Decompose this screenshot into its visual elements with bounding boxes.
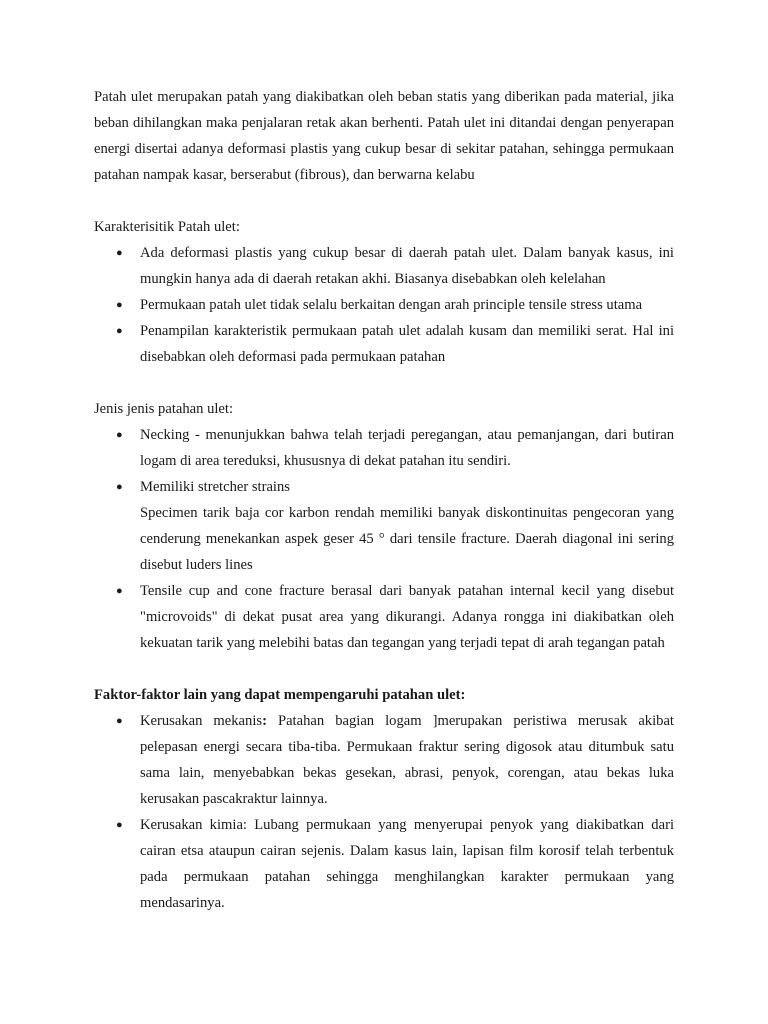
bullet-icon: ● xyxy=(116,325,123,337)
document-body xyxy=(94,84,674,916)
bullet-list-jenis xyxy=(94,422,674,656)
section-heading-karakteristik: Karakterisitik Patah ulet: xyxy=(94,219,240,235)
list-item-text: Kerusakan kimia: Lubang permukaan yang menyerupai penyok yang diakibatkan dari cairan etsa ataupun cairan sejenis. Dalam kasus lain, lapisan film korosif telah terbentuk pada permukaan patahan sehingga menghilangkan karakter permukaan yang mendasarinya. xyxy=(140,817,674,911)
list-item xyxy=(94,292,674,318)
list-item-text: Permukaan patah ulet tidak selalu berkaitan dengan arah principle tensile stress utama xyxy=(140,297,643,313)
list-item xyxy=(94,422,674,474)
bullet-icon: ● xyxy=(116,247,123,259)
bullet-list-karakteristik xyxy=(94,240,674,370)
list-item-text: Necking - menunjukkan bahwa telah terjadi peregangan, atau pemanjangan, dari butiran logam di area tereduksi, khususnya di dekat patahan itu sendiri. xyxy=(140,427,674,469)
bullet-list-faktor xyxy=(94,708,674,916)
bullet-icon: ● xyxy=(116,819,123,831)
list-item-title: Memiliki stretcher strains xyxy=(140,479,290,495)
spacer xyxy=(94,188,674,214)
list-item-text: Specimen tarik baja cor karbon rendah memiliki banyak diskontinuitas pengecoran yang cenderung menekankan aspek geser 45 ° dari tensile fracture. Daerah diagonal ini sering disebut luders lines xyxy=(140,505,674,573)
spacer xyxy=(94,370,674,396)
section-heading-jenis: Jenis jenis patahan ulet: xyxy=(94,401,234,417)
bullet-icon: ● xyxy=(116,299,123,311)
list-item-label: Kerusakan mekanis xyxy=(140,713,263,729)
list-item xyxy=(94,812,674,916)
list-item-text: Patahan bagian logam ]merupakan peristiwa merusak akibat pelepasan energi secara tiba-tiba. Permukaan fraktur sering digosok atau ditumbuk satu sama lain, menyebabkan bekas gesekan, abrasi, penyok, corengan, atau bekas luka kerusakan pascakraktur lainnya. xyxy=(140,713,674,807)
list-item xyxy=(94,578,674,656)
bullet-icon: ● xyxy=(116,429,123,441)
intro-paragraph: Patah ulet merupakan patah yang diakibatkan oleh beban statis yang diberikan pada material, jika beban dihilangkan maka penjalaran retak akan berhenti. Patah ulet ini ditandai dengan penyerapan energi disertai adanya deformasi plastis yang cukup besar di sekitar patahan, sehingga permukaan patahan nampak kasar, berserabut (fibrous), dan berwarna kelabu xyxy=(94,89,674,183)
spacer xyxy=(94,656,674,682)
list-item xyxy=(94,474,674,578)
list-item-text: Ada deformasi plastis yang cukup besar di daerah patah ulet. Dalam banyak kasus, ini mungkin hanya ada di daerah retakan akhi. Biasanya disebabkan oleh kelelahan xyxy=(140,245,674,287)
bullet-icon: ● xyxy=(116,715,123,727)
list-item-text: Tensile cup and cone fracture berasal dari banyak patahan internal kecil yang disebut "microvoids" di dekat pusat area yang dikurangi. Adanya rongga ini diakibatkan oleh kekuatan tarik yang melebihi batas dan tegangan yang terjadi tepat di arah tegangan patah xyxy=(140,583,674,651)
list-item xyxy=(94,708,674,812)
bullet-icon: ● xyxy=(116,481,123,493)
bullet-icon: ● xyxy=(116,585,123,597)
list-item-text: Penampilan karakteristik permukaan patah ulet adalah kusam dan memiliki serat. Hal ini disebabkan oleh deformasi pada permukaan patahan xyxy=(140,323,674,365)
list-item xyxy=(94,240,674,292)
list-item xyxy=(94,318,674,370)
list-item-colon: : xyxy=(262,713,267,729)
section-heading-faktor: Faktor-faktor lain yang dapat mempengaruhi patahan ulet: xyxy=(94,687,466,703)
